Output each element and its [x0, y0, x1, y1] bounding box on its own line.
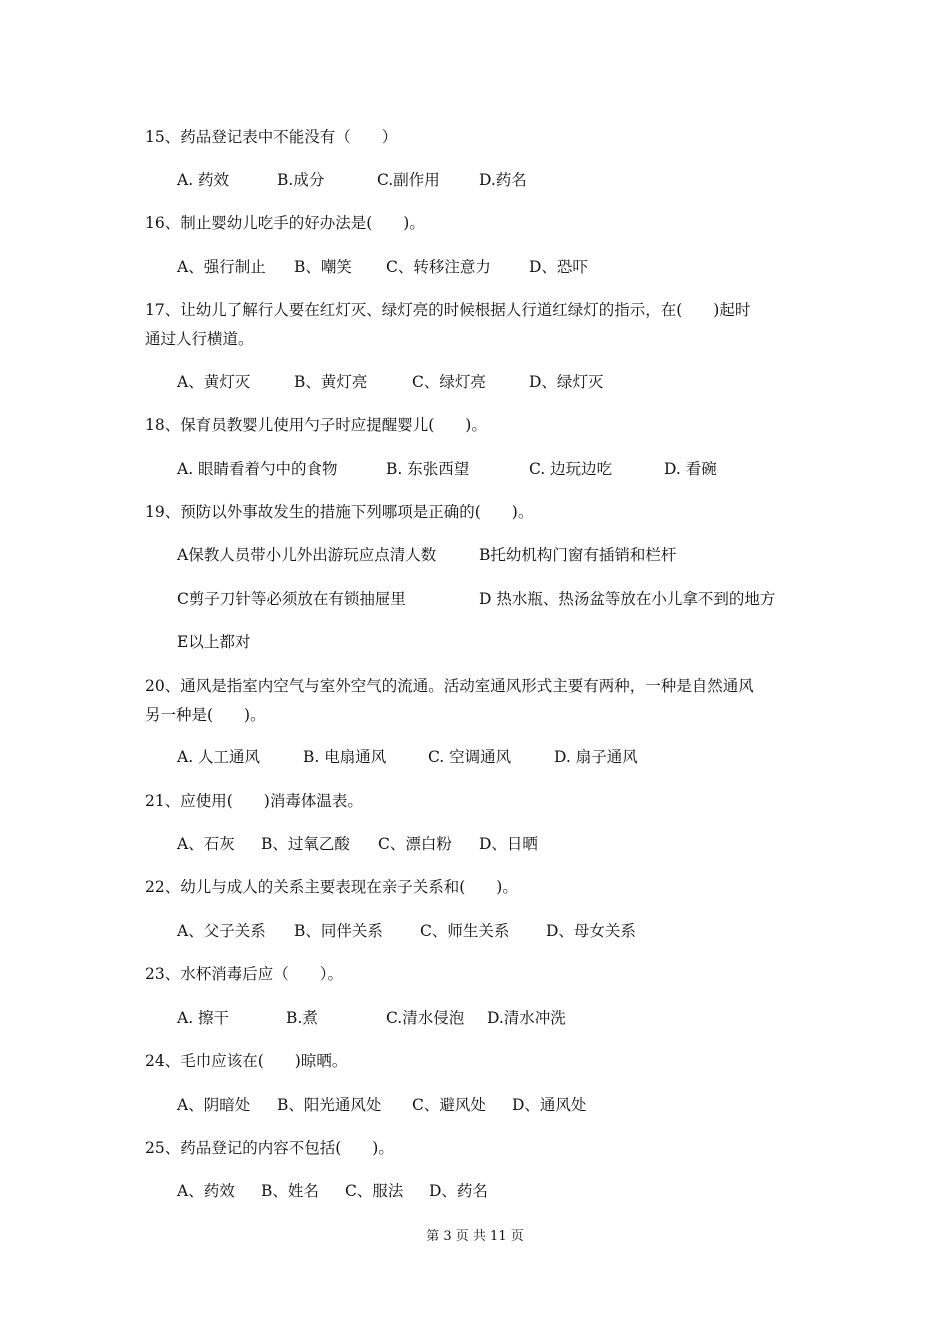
question-22-options — [0, 920, 950, 942]
option-a: A. 擦干 — [177, 1009, 230, 1027]
option-d: D.清水冲洗 — [487, 1009, 566, 1027]
question-24-options — [0, 1094, 950, 1116]
option-c: C、转移注意力 — [386, 258, 491, 276]
option-a: A、药效 — [177, 1182, 235, 1200]
question-18-stem: 18、保育员教婴儿使用勺子时应提醒婴儿( )。 — [145, 416, 487, 434]
option-c: C.清水侵泡 — [386, 1009, 465, 1027]
option-a: A、石灰 — [177, 835, 235, 853]
question-20-options — [0, 746, 950, 768]
question-15-options — [0, 169, 950, 191]
question-23-options — [0, 1007, 950, 1029]
option-c: C. 空调通风 — [428, 748, 512, 766]
question-17-options — [0, 371, 950, 393]
option-b: B、黄灯亮 — [294, 373, 368, 391]
option-d: D、母女关系 — [546, 922, 636, 940]
question-25-stem: 25、药品登记的内容不包括( )。 — [145, 1139, 394, 1157]
option-c: C、漂白粉 — [378, 835, 452, 853]
question-19-options-row2 — [0, 588, 950, 610]
option-c: C剪子刀针等必须放在有锁抽屉里 — [177, 590, 406, 608]
option-a: A、黄灯灭 — [177, 373, 251, 391]
option-b: B、阳光通风处 — [277, 1096, 382, 1114]
option-a: A. 药效 — [177, 171, 230, 189]
question-19-stem: 19、预防以外事故发生的措施下列哪项是正确的( )。 — [145, 503, 534, 521]
option-b: B. 东张西望 — [386, 460, 470, 478]
option-d: D、恐吓 — [529, 258, 588, 276]
option-d: D.药名 — [479, 171, 527, 189]
question-18-options — [0, 458, 950, 480]
option-a: A. 人工通风 — [177, 748, 261, 766]
option-a: A、强行制止 — [177, 258, 266, 276]
option-c: C、避风处 — [412, 1096, 486, 1114]
option-c: C、绿灯亮 — [412, 373, 486, 391]
option-a: A、阴暗处 — [177, 1096, 251, 1114]
option-b: B、姓名 — [261, 1182, 319, 1200]
question-23-stem: 23、水杯消毒后应（ ）。 — [145, 965, 343, 983]
question-25-options — [0, 1180, 950, 1202]
option-e: E以上都对 — [177, 633, 251, 651]
question-19-options-row3 — [0, 631, 950, 653]
option-d: D、日晒 — [479, 835, 538, 853]
option-d: D、绿灯灭 — [529, 373, 604, 391]
option-b: B托幼机构门窗有插销和栏杆 — [479, 546, 677, 564]
option-b: B、同伴关系 — [294, 922, 383, 940]
question-17-stem-line2: 通过人行横道。 — [145, 330, 254, 348]
option-c: C.副作用 — [377, 171, 440, 189]
option-d: D. 看碗 — [664, 460, 717, 478]
option-b: B、嘲笑 — [294, 258, 352, 276]
question-20-stem-line2: 另一种是( )。 — [145, 706, 266, 724]
question-17-stem-line1: 17、让幼儿了解行人要在红灯灭、绿灯亮的时候根据人行道红绿灯的指示，在( )起时 — [145, 301, 751, 319]
option-c: C、服法 — [345, 1182, 404, 1200]
option-b: B. 电扇通风 — [303, 748, 387, 766]
option-d: D 热水瓶、热汤盆等放在小儿拿不到的地方 — [479, 590, 776, 608]
question-24-stem: 24、毛巾应该在( )晾晒。 — [145, 1052, 348, 1070]
question-15-stem: 15、药品登记表中不能没有（ ） — [145, 128, 398, 146]
option-c: C. 边玩边吃 — [529, 460, 613, 478]
question-20-stem-line1: 20、通风是指室内空气与室外空气的流通。活动室通风形式主要有两种，一种是自然通风 — [145, 677, 754, 695]
option-a: A、父子关系 — [177, 922, 266, 940]
option-d: D、通风处 — [512, 1096, 587, 1114]
question-16-stem: 16、制止婴幼儿吃手的好办法是( )。 — [145, 214, 425, 232]
question-19-options-row1 — [0, 544, 950, 566]
question-21-stem: 21、应使用( )消毒体温表。 — [145, 792, 363, 810]
option-c: C、师生关系 — [420, 922, 510, 940]
question-16-options — [0, 256, 950, 278]
option-a: A保教人员带小儿外出游玩应点清人数 — [177, 546, 437, 564]
option-a: A. 眼睛看着勺中的食物 — [177, 460, 338, 478]
option-b: B.成分 — [277, 171, 325, 189]
option-d: D、药名 — [429, 1182, 488, 1200]
option-d: D. 扇子通风 — [554, 748, 638, 766]
page-number-footer: 第 3 页 共 11 页 — [426, 1229, 524, 1244]
option-b: B、过氧乙酸 — [261, 835, 350, 853]
option-b: B.煮 — [286, 1009, 318, 1027]
question-21-options — [0, 833, 950, 855]
question-22-stem: 22、幼儿与成人的关系主要表现在亲子关系和( )。 — [145, 878, 518, 896]
